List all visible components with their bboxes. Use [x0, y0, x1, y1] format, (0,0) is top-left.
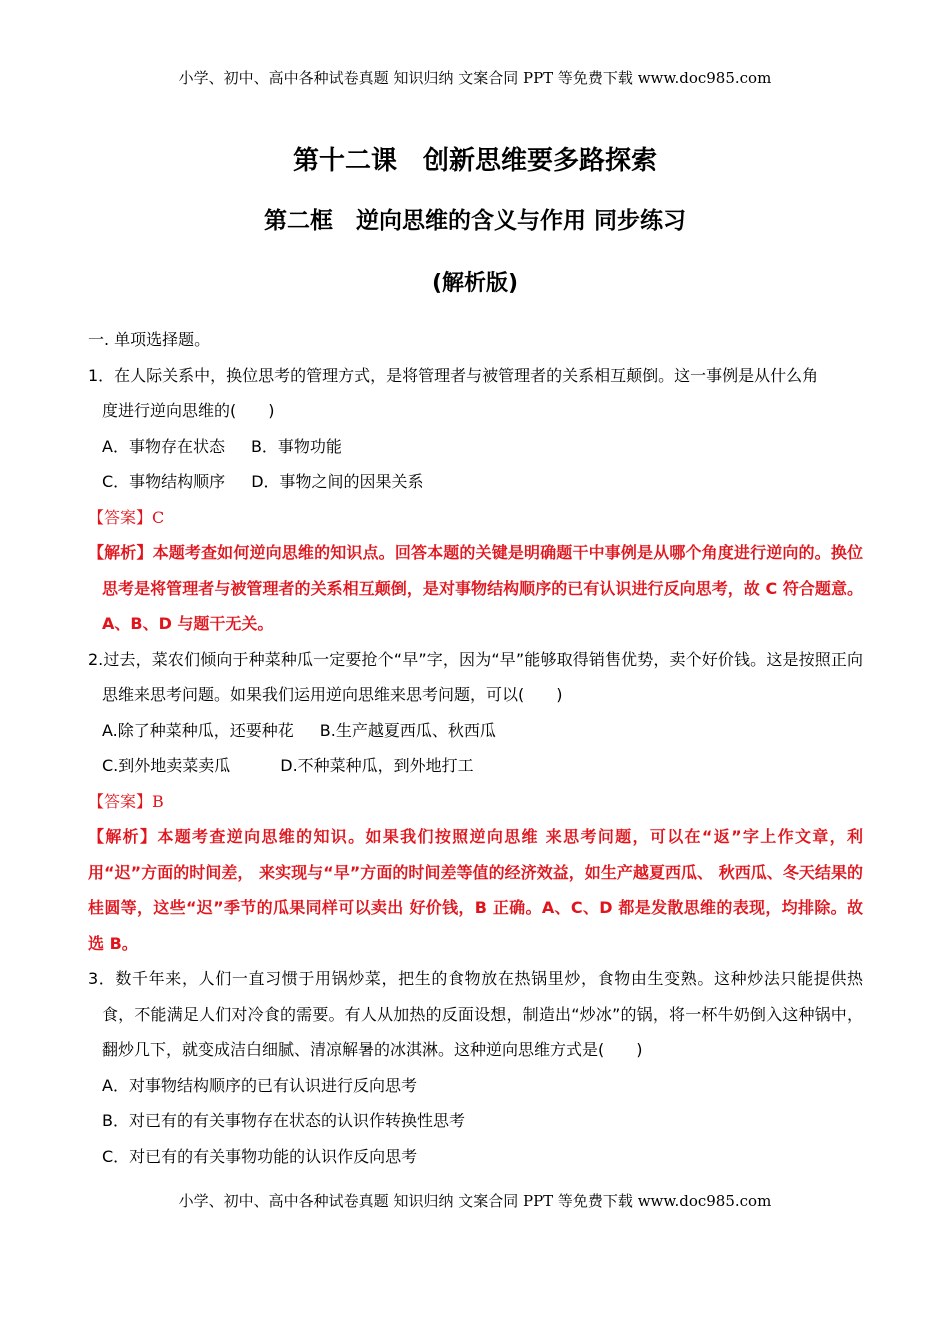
- q1-analysis-label: 【解析】: [88, 543, 153, 562]
- q3-option-a: A．对事物结构顺序的已有认识进行反向思考: [102, 1075, 417, 1095]
- page-footer: 小学、初中、高中各种试卷真题 知识归纳 文案合同 PPT 等免费下载 www.doc985.com: [178, 1192, 772, 1210]
- q2-option-c: C.到外地卖菜卖瓜: [102, 756, 231, 775]
- page-header: 小学、初中、高中各种试卷真题 知识归纳 文案合同 PPT 等免费下载 www.doc985.com: [178, 69, 772, 87]
- q2-options-row2: [88, 748, 863, 784]
- q1-options-row2: [88, 464, 863, 500]
- lesson-subtitle: 第二框 逆向思维的含义与作用 同步练习: [263, 208, 686, 234]
- q1-option-c: C．事物结构顺序: [102, 472, 226, 491]
- q2-options-row1: [88, 713, 863, 749]
- q1-answer-label: 【答案】: [88, 507, 153, 527]
- q2-analysis-text: 本题考查逆向思维的知识。如果我们按照逆向思维 来思考问题，可以在“返”字上作文章，利用“迟”方面的时间差， 来实现与“早”方面的时间差等值的经济效益，如生产越夏西瓜、 秋西瓜、冬天结果的桂圆等，这些“迟”季节的瓜果同样可以卖出 好价钱，B 正确。A、C、D 都是发散思维的表现，均排除。故选 B。: [88, 827, 863, 953]
- q1-analysis: [88, 535, 863, 642]
- q2-answer-label: 【答案】: [88, 791, 153, 811]
- q1-answer: [88, 500, 863, 536]
- q2-answer: [88, 784, 863, 820]
- lesson-title: 第十二课 创新思维要多路探索: [292, 146, 657, 176]
- q1-options-row1: [88, 429, 863, 465]
- q2-option-d: D.不种菜种瓜，到外地打工: [280, 756, 474, 775]
- q2-analysis: [88, 819, 863, 961]
- q1-stem-line1: 1．在人际关系中，换位思考的管理方式，是将管理者与被管理者的关系相互颠倒。这一事例是从什么角: [88, 365, 819, 385]
- q3-option-c: C．对已有的有关事物功能的认识作反向思考: [102, 1146, 418, 1166]
- section-heading: 一. 单项选择题。: [88, 330, 211, 349]
- q1-analysis-text: 本题考查如何逆向思维的知识点。回答本题的关键是明确题干中事例是从哪个角度进行逆向的。换位思考是将管理者与被管理者的关系相互颠倒，是对事物结构顺序的已有认识进行反向思考，故 C 符合题意。A、B、D 与题干无关。: [102, 543, 863, 633]
- q3-option-b: B．对已有的有关事物存在状态的认识作转换性思考: [102, 1111, 465, 1130]
- q1-stem-line2: 度进行逆向思维的( ): [102, 401, 275, 420]
- q2-analysis-label: 【解析】: [88, 827, 158, 846]
- q1-option-d: D．事物之间的因果关系: [251, 472, 424, 491]
- q2-option-a: A.除了种菜种瓜，还要种花: [102, 720, 294, 740]
- q2-stem: 2.过去，菜农们倾向于种菜种瓜一定要抢个“早”字，因为“早”能够取得销售优势，卖个好价钱。这是按照正向思维来思考问题。如果我们运用逆向思维来思考问题，可以( ): [88, 649, 863, 704]
- q1-option-b: B．事物功能: [250, 436, 342, 456]
- edition-label: (解析版): [431, 271, 519, 296]
- q3-stem: 3．数千年来，人们一直习惯于用锅炒菜，把生的食物放在热锅里炒，食物由生变熟。这种炒法只能提供热食，不能满足人们对冷食的需要。有人从加热的反面设想，制造出“炒冰”的锅，将一杯牛奶倒入这种锅中，翻炒几下，就变成洁白细腻、清凉解暑的冰淇淋。这种逆向思维方式是( ): [88, 969, 863, 1059]
- q1-option-a: A．事物存在状态: [102, 436, 225, 456]
- q1-answer-value: C: [152, 507, 165, 527]
- q2-answer-value: B: [152, 791, 164, 811]
- q2-option-b: B.生产越夏西瓜、秋西瓜: [319, 720, 496, 740]
- document-body: [88, 322, 863, 1174]
